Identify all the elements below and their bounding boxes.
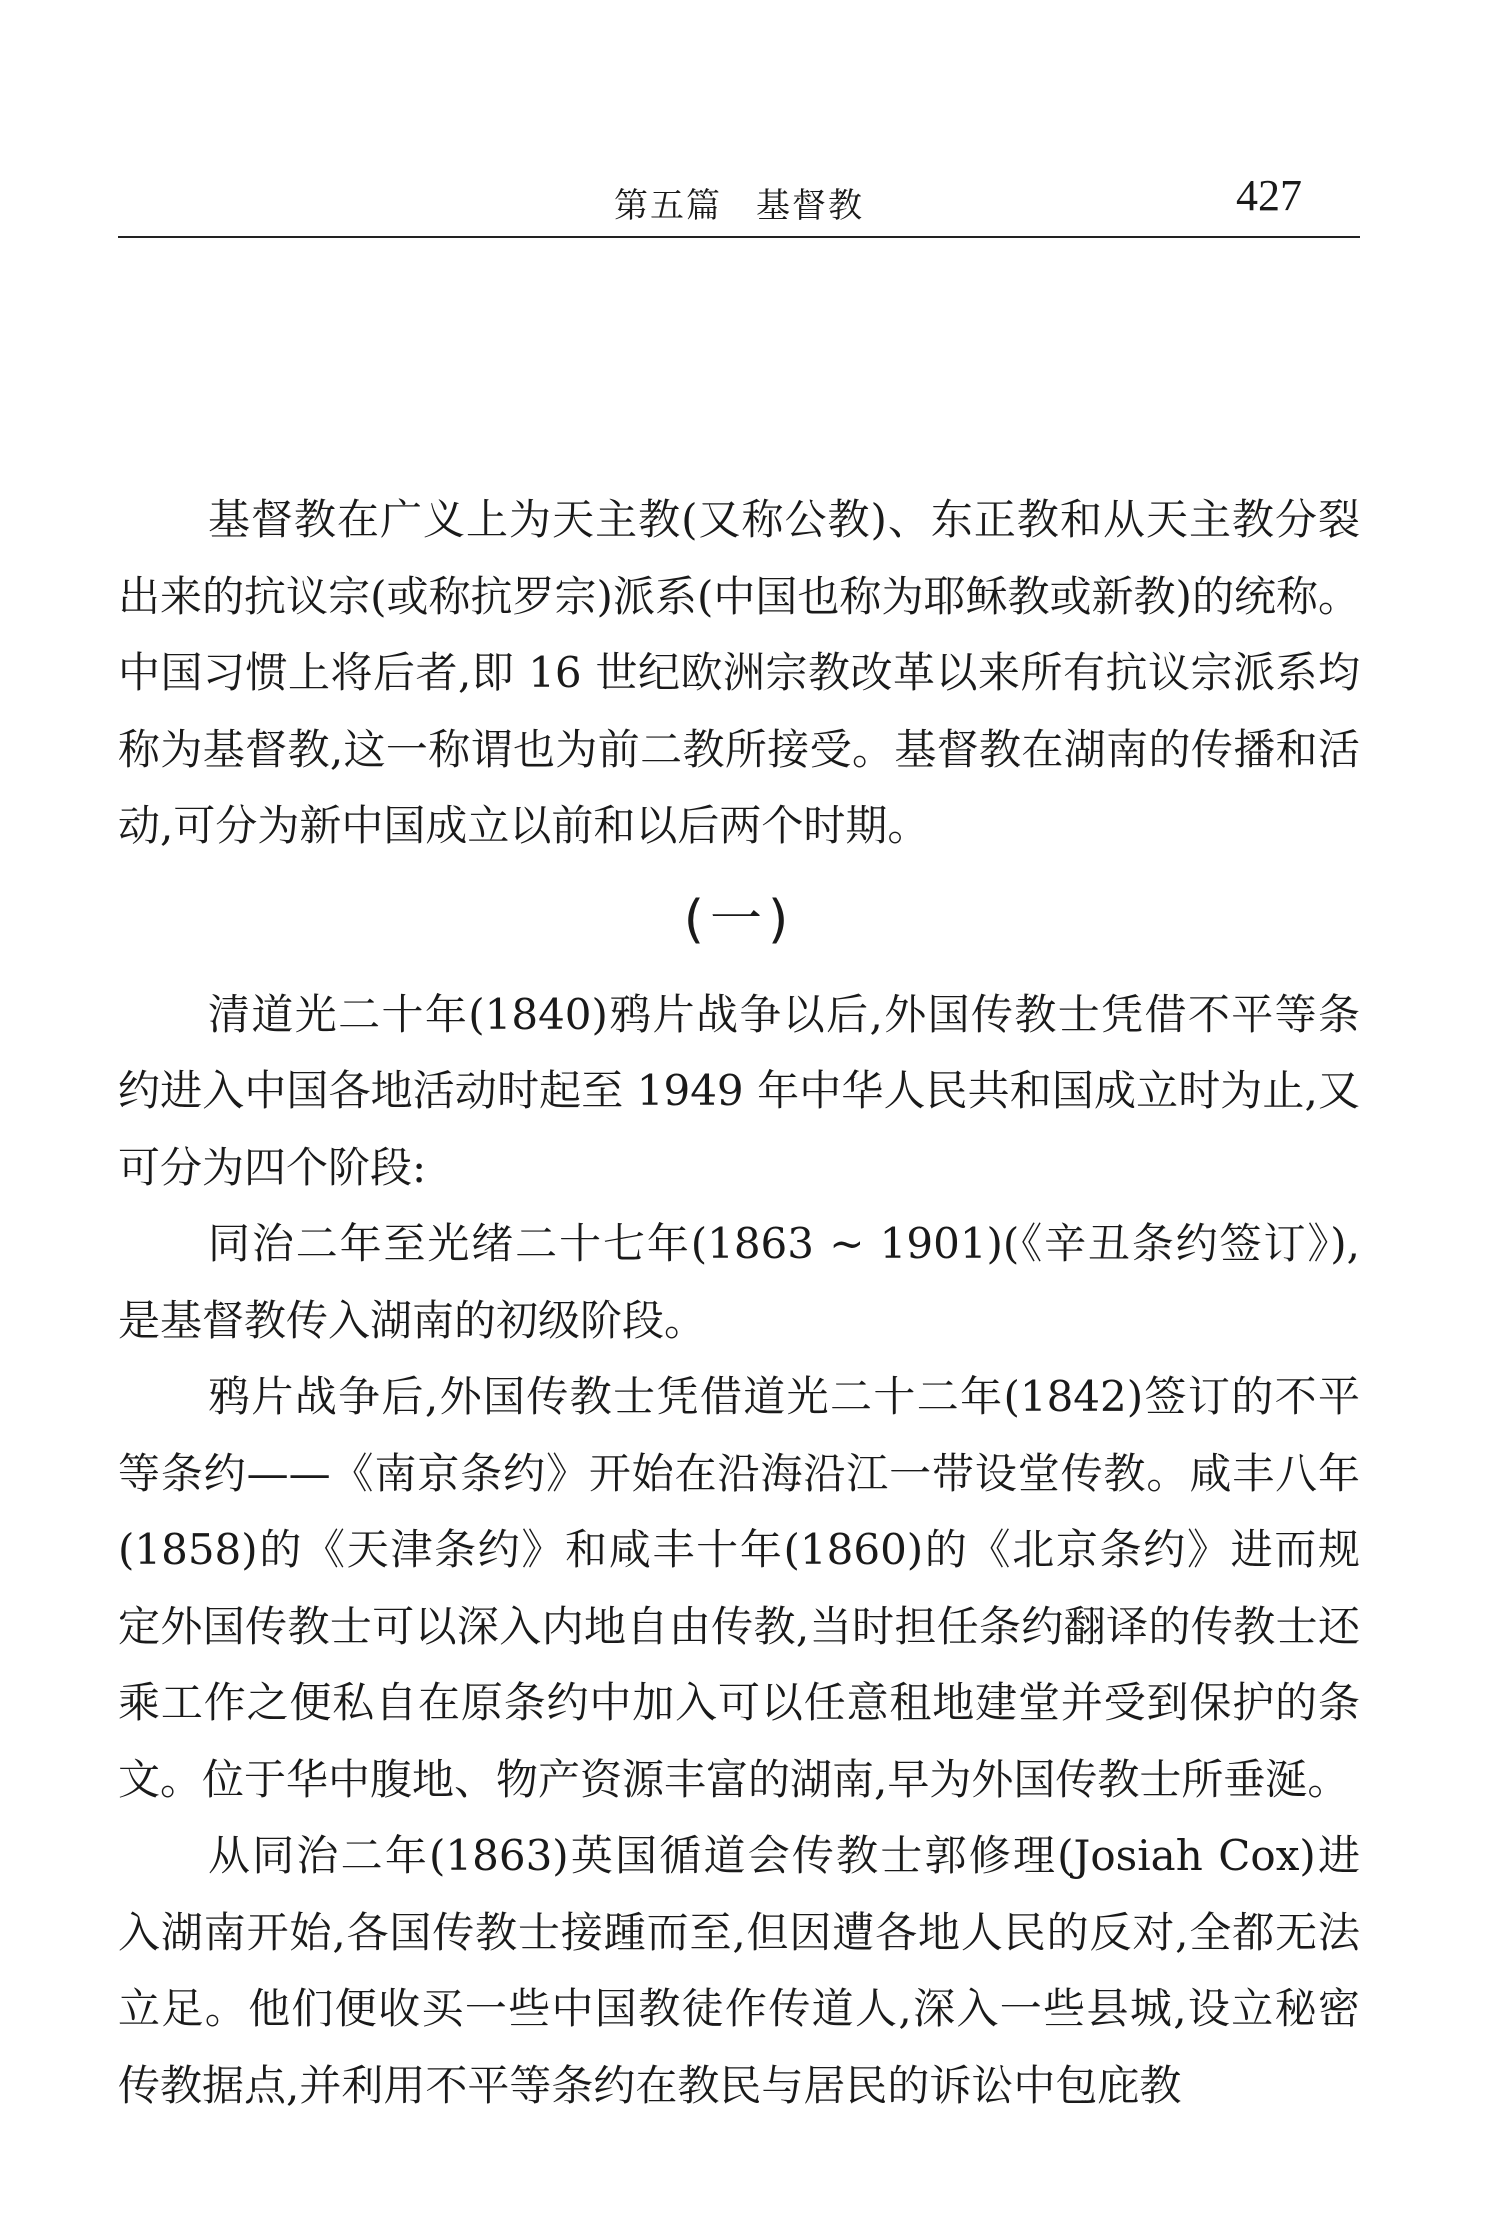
header-rule xyxy=(118,236,1360,238)
topic-label: 基督教 xyxy=(756,186,864,226)
section-heading: (一) xyxy=(683,889,795,950)
running-head-title xyxy=(118,178,1360,227)
intro-paragraph: 基督教在广义上为天主教(又称公教)、东正教和从天主教分裂出来的抗议宗(或称抗罗宗)派系(中国也称为耶稣教或新教)的统称。中国习惯上将后者,即 16 世纪欧洲宗教改革以来所有抗议宗派系均称为基督教,这一称谓也为前二教所接受。基督教在湖南的传播和活动,可分为新中国成立以前和以后两个时期。 xyxy=(118,495,1360,850)
part-label: 第五篇 xyxy=(614,186,722,226)
running-head xyxy=(118,168,1360,230)
paragraph-treaties: 鸦片战争后,外国传教士凭借道光二十二年(1842)签订的不平等条约——《南京条约》开始在沿海沿江一带设堂传教。咸丰八年(1858)的《天津条约》和咸丰十年(1860)的《北京条约》进而规定外国传教士可以深入内地自由传教,当时担任条约翻译的传教士还乘工作之便私自在原条约中加入可以任意租地建堂并受到保护的条文。位于华中腹地、物产资源丰富的湖南,早为外国传教士所垂涎。 xyxy=(118,1372,1360,1804)
body-text xyxy=(118,482,1360,2124)
page-number: 427 xyxy=(1236,171,1302,220)
paragraph-missionaries: 从同治二年(1863)英国循道会传教士郭修理(Josiah Cox)进入湖南开始,各国传教士接踵而至,但因遭各地人民的反对,全都无法立足。他们便收买一些中国教徒作传道人,深入一些县城,设立秘密传教据点,并利用不平等条约在教民与居民的诉讼中包庇教 xyxy=(118,1831,1360,2110)
paragraph-first-stage: 同治二年至光绪二十七年(1863 ~ 1901)(《辛丑条约签订》),是基督教传入湖南的初级阶段。 xyxy=(118,1219,1360,1345)
paragraph-stages: 清道光二十年(1840)鸦片战争以后,外国传教士凭借不平等条约进入中国各地活动时起至 1949 年中华人民共和国成立时为止,又可分为四个阶段: xyxy=(118,989,1360,1192)
